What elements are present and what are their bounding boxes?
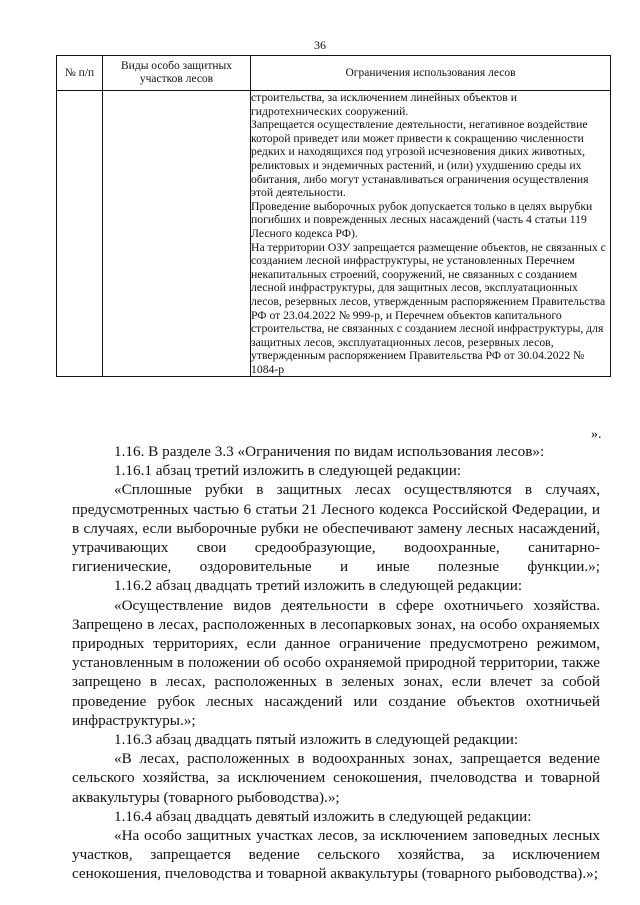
cell-restrictions [251,91,611,377]
amendment-instruction: 1.16.3 абзац двадцать пятый изложить в следующей редакции: [114,731,519,749]
amendment-text [72,442,600,884]
restrictions-table [56,55,611,377]
restriction-paragraph: На территории ОЗУ запрещается размещение объектов, не связанных с созданием лесной инфраструктуры, не установленных Перечнем некапитальных строений, сооружений, не связанных с созданием лесной инфраструктуры, для защитных лесов, эксплуатационных лесов, резервных лесов, утвержденным распоряжением Правительства РФ от 23.04.2022 № 999-р, и Перечнем объектов капитального строительства, не связанных с созданием лесной инфраструктуры, для защитных лесов, эксплуатационных лесов, резервных лесов, утвержденным распоряжением Правительства РФ от 30.04.2022 № 1084-р [251,240,606,376]
table-row [57,91,611,377]
table-header-row [57,56,611,91]
closing-quote: ». [591,427,602,442]
cell-type [103,91,251,377]
amendment-quote: «На особо защитных участках лесов, за исключением заповедных лесных участков, запрещается ведение сельского хозяйства, за исключением сенокошения, пчеловодства и товарной аквакультуры (товарного рыбоводства).»; [72,827,600,883]
amendment-instruction: 1.16.1 абзац третий изложить в следующей редакции: [114,462,462,480]
amendment-instruction: 1.16.2 абзац двадцать третий изложить в следующей редакции: [114,577,523,595]
restriction-paragraph: Запрещается осуществление деятельности, негативное воздействие которой приведет или может привести к сокращению численности редких и находящихся под угрозой исчезновения диких животных, реликтовых и эндемичных растений, и (или) ухудшению среды их обитания, либо могут устанавливаться ограничения осуществления этой деятельности. [251,118,589,200]
header-num: № п/п [57,56,103,91]
section-heading: 1.16. В разделе 3.3 «Ограничения по видам использования лесов»: [114,443,545,460]
restriction-paragraph: Проведение выборочных рубок допускается только в целях вырубки погибших и поврежденных лесных насаждений (часть 4 статьи 119 Лесного кодекса РФ). [251,199,593,240]
restriction-paragraph: строительства, за исключением линейных объектов и гидротехнических сооружений. [251,91,517,118]
cell-num [57,91,103,377]
amendment-instruction: 1.16.4 абзац двадцать девятый изложить в следующей редакции: [114,807,532,825]
header-type: Виды особо защитных участков лесов [103,56,251,91]
amendment-quote: «В лесах, расположенных в водоохранных зонах, запрещается ведение сельского хозяйства, за исключением сенокошения, пчеловодства и товарной аквакультуры (товарного рыбоводства).»; [72,750,600,806]
amendment-quote: «Сплошные рубки в защитных лесах осуществляются в случаях, предусмотренных частью 6 статьи 21 Лесного кодекса Российской Федерации, и в случаях, если выборочные рубки не обеспечивают замену лесных насаждений, утрачивающих свои средообразующие, водоохранные, санитарно-гигиенические, оздоровительные и иные полезные функции.»; [72,481,600,576]
page-number: 36 [314,38,326,52]
header-restrictions: Ограничения использования лесов [251,56,611,91]
amendment-quote: «Осуществление видов деятельности в сфере охотничьего хозяйства. Запрещено в лесах, расположенных в лесопарковых зонах, на особо охраняемых природных территориях, если данное ограничение предусмотрено режимом, установленным в положении об особо охраняемой природной территории, также запрещено в лесах, расположенных в зеленых зонах, если влечет за собой проведение рубок лесных насаждений или создание объектов охотничьей инфраструктуры.»; [72,596,600,729]
